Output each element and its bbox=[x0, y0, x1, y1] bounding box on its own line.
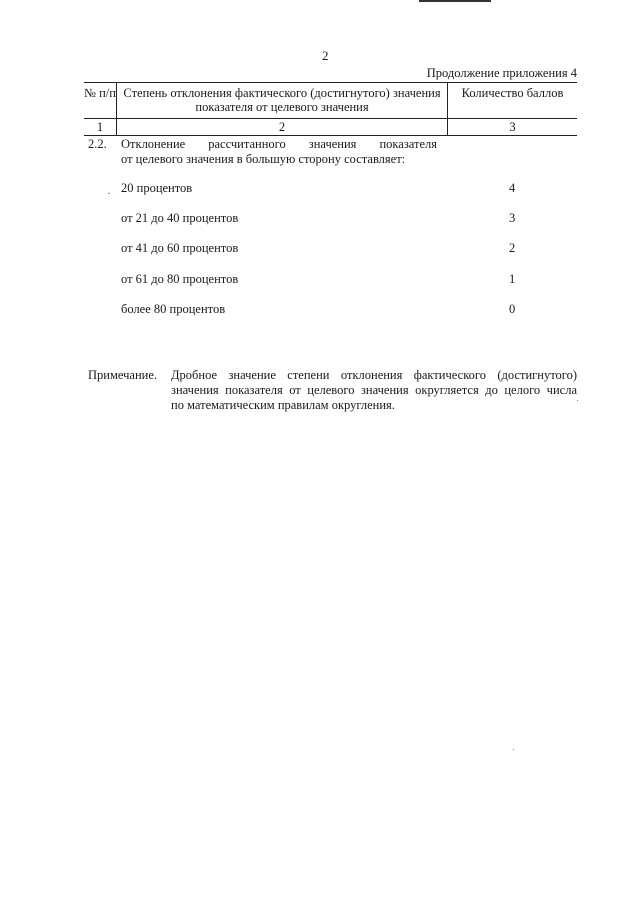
top-edge-mark bbox=[419, 0, 491, 2]
note-line-2: значения показателя от целевого значения округляется до целого числа bbox=[171, 383, 577, 397]
column-number-1: 1 bbox=[96, 120, 104, 134]
row-score-1: 4 bbox=[509, 181, 516, 195]
header-deviation-cell: Степень отклонения фактического (достигнутого) значения показателя от целевого значения bbox=[116, 83, 448, 118]
row-label-5: более 80 процентов bbox=[121, 302, 226, 316]
row-score-3: 2 bbox=[509, 241, 516, 255]
section-text-line-2: от целевого значения в большую сторону составляет: bbox=[121, 152, 406, 166]
row-label-4: от 61 до 80 процентов bbox=[121, 272, 239, 286]
column-number-2: 2 bbox=[116, 119, 448, 135]
header-row bbox=[84, 83, 577, 119]
row-label-3: от 41 до 60 процентов bbox=[121, 241, 239, 255]
note-line-3: по математическим правилам округления. bbox=[171, 398, 395, 412]
row-score-4: 1 bbox=[509, 272, 516, 286]
row-label-1: 20 процентов bbox=[121, 181, 193, 195]
scan-speck bbox=[577, 400, 578, 401]
scan-speck bbox=[513, 749, 514, 750]
header-score-cell: Количество баллов bbox=[461, 86, 564, 100]
continuation-label: Продолжение приложения 4 bbox=[426, 66, 577, 80]
column-number-3: 3 bbox=[509, 120, 516, 134]
column-number-row bbox=[84, 119, 577, 136]
row-label-2: от 21 до 40 процентов bbox=[121, 211, 239, 225]
note-text bbox=[171, 368, 577, 413]
scan-dot: · bbox=[107, 186, 111, 200]
table-header bbox=[84, 82, 577, 136]
note-line-1: Дробное значение степени отклонения фактического (достигнутого) bbox=[171, 368, 577, 382]
row-score-2: 3 bbox=[509, 211, 516, 225]
section-description bbox=[121, 137, 437, 167]
row-score-5: 0 bbox=[509, 302, 516, 316]
header-number-cell: № п/п bbox=[84, 86, 116, 100]
page-number: 2 bbox=[322, 48, 329, 63]
note-label: Примечание. bbox=[88, 368, 158, 382]
section-number: 2.2. bbox=[88, 137, 107, 151]
section-text-line-1: Отклонение рассчитанного значения показателя bbox=[121, 137, 437, 151]
